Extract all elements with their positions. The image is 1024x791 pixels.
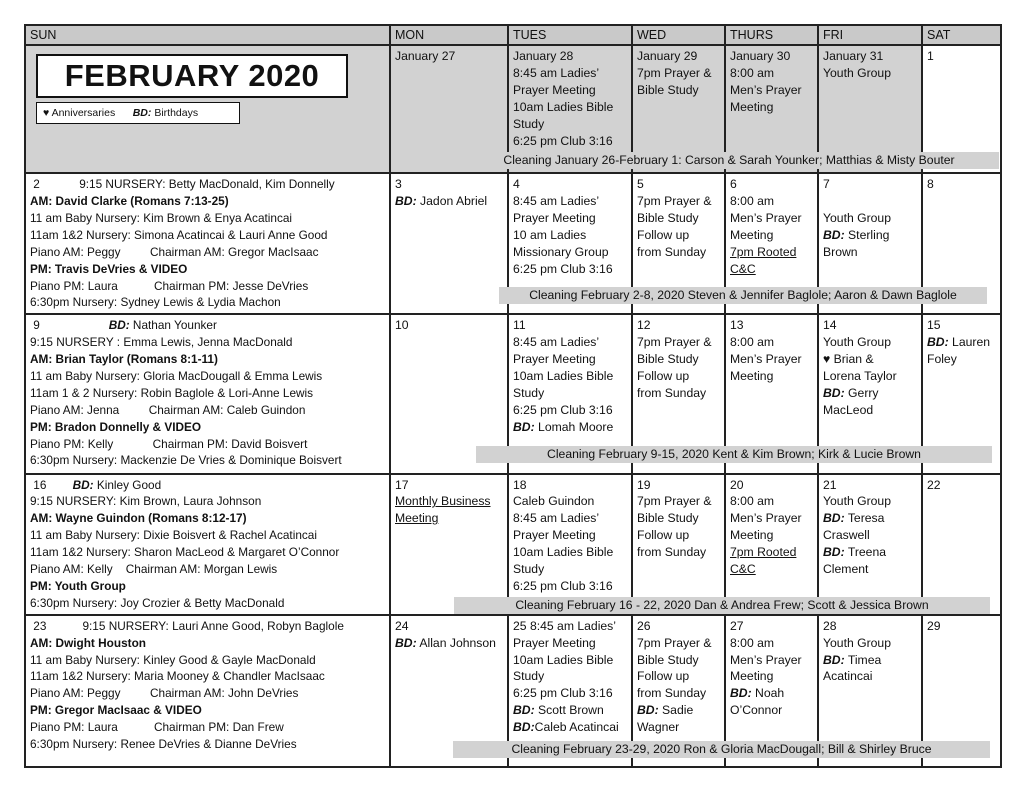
baby-nursery: 11 am Baby Nursery: Kim Brown & Enya Acatincai [30, 210, 293, 225]
sunday-line [30, 477, 386, 494]
weekday-header-row [25, 25, 1001, 45]
pm-preacher: PM: Bradon Donnelly & VIDEO [30, 419, 202, 434]
bd-label: BD: [823, 545, 845, 560]
day-number: 7 [823, 177, 830, 192]
header-mon: MON [390, 25, 508, 45]
day-number: 15 [927, 318, 941, 333]
rooted-link[interactable]: 7pm Rooted [730, 244, 797, 259]
bd-label: BD: [513, 419, 535, 434]
nursery-915: 9:15 NURSERY: Kim Brown, Laura Johnson [30, 494, 262, 509]
bd-label: BD: [730, 686, 752, 701]
day-cell-feb3 [390, 173, 508, 314]
piano-chair-pm [30, 278, 386, 295]
bd-label: BD: [72, 477, 94, 492]
nursery-1-2: 11am 1 & 2 Nursery: Robin Baglole & Lori-Anne Lewis [30, 385, 314, 400]
sunday-line [30, 176, 386, 193]
sunday-cell-feb16 [25, 474, 390, 615]
cc-link[interactable]: C&C [730, 261, 756, 276]
day-text: 5 7pm Prayer & Bible Study Follow up from Sunday [637, 177, 712, 259]
bd-label: BD: [395, 635, 417, 650]
header-fri: FRI [818, 25, 922, 45]
nursery-1-2: 11am 1&2 Nursery: Maria Mooney & Chandler MacIsaac [30, 669, 325, 684]
piano-am: Piano AM: Jenna [30, 402, 120, 417]
am-preacher: AM: Wayne Guindon (Romans 8:12-17) [30, 511, 247, 526]
day-text: January 30 8:00 am Men’s Prayer Meeting [730, 49, 802, 114]
sunday-line [30, 317, 386, 334]
header-thu: THURS [725, 25, 818, 45]
evening-nursery: 6:30pm Nursery: Mackenzie De Vries & Dominique Boisvert [30, 453, 342, 468]
day-text: January 31 Youth Group [823, 49, 891, 80]
bd-label: BD: [108, 318, 130, 333]
evening-nursery: 6:30pm Nursery: Sydney Lewis & Lydia Machon [30, 295, 281, 310]
birthday-name: Gerry MacLeod [823, 385, 879, 417]
day-text: 26 7pm Prayer & Bible Study Follow up from Sunday [637, 618, 712, 701]
nursery-1-2: 11am 1&2 Nursery: Simona Acatincai & Lauri Anne Good [30, 227, 328, 242]
day-text: 18 Caleb Guindon 8:45 am Ladies’ Prayer Meeting 10am Ladies Bible Study 6:25 pm Club 3:16 [513, 477, 614, 593]
month-title: FEBRUARY 2020 [36, 54, 348, 98]
day-number: 17 [395, 477, 409, 492]
sunday-cell-feb23 [25, 615, 390, 767]
legend-birthdays: Birthdays [154, 107, 199, 119]
sunday-cell-feb9 [25, 314, 390, 473]
header-sun: SUN [25, 25, 390, 45]
baby-nursery: 11 am Baby Nursery: Dixie Boisvert & Rachel Acatincai [30, 528, 317, 543]
chairman-am: Chairman AM: Morgan Lewis [125, 562, 278, 577]
day-text: 29 [927, 618, 941, 633]
chairman-pm: Chairman PM: Jesse DeVries [153, 278, 309, 293]
evening-nursery: 6:30pm Nursery: Joy Crozier & Betty MacDonald [30, 595, 285, 610]
nursery-915: 9:15 NURSERY: Betty MacDonald, Kim Donnelly [79, 177, 335, 192]
birthday-name: Jadon Abriel [416, 193, 488, 208]
am-preacher: AM: David Clarke (Romans 7:13-25) [30, 193, 229, 208]
legend-anniversaries: Anniversaries [51, 107, 116, 119]
am-preacher: AM: Brian Taylor (Romans 8:1-11) [30, 352, 218, 367]
calendar-grid [24, 24, 1002, 768]
evening-nursery: 6:30pm Nursery: Renee DeVries & Dianne DeVries [30, 737, 297, 752]
birthday-name: Noah O’Connor [730, 686, 785, 718]
piano-am: Piano AM: Peggy [30, 686, 121, 701]
header-tue: TUES [508, 25, 632, 45]
day-cell-feb17 [390, 474, 508, 615]
birthday-name: Teresa Craswell [823, 511, 885, 543]
bd-label: BD: [823, 511, 845, 526]
bd-label: BD: [513, 703, 535, 718]
day-text: 12 7pm Prayer & Bible Study Follow up from Sunday [637, 318, 712, 400]
day-cell-feb22 [922, 474, 1001, 615]
day-text: 20 8:00 am Men’s Prayer Meeting [730, 477, 802, 543]
nursery-915: 9:15 NURSERY: Lauri Anne Good, Robyn Baglole [82, 618, 344, 633]
bd-label: BD: [823, 227, 845, 242]
piano-pm: Piano PM: Laura [30, 278, 118, 293]
nursery-1-2: 11am 1&2 Nursery: Sharon MacLeod & Margaret O’Connor [30, 545, 340, 560]
nursery-915: 9:15 NURSERY : Emma Lewis, Jenna MacDonald [30, 335, 293, 350]
event-youth-group: Youth Group [823, 210, 891, 225]
cleaning-bar-week3: Cleaning February 16 - 22, 2020 Dan & Andrea Frew; Scott & Jessica Brown [454, 597, 990, 614]
header-wed: WED [632, 25, 725, 45]
day-number: 2 [33, 177, 40, 192]
header-sat: SAT [922, 25, 1001, 45]
cleaning-bar-week2: Cleaning February 9-15, 2020 Kent & Kim Brown; Kirk & Lucie Brown [476, 446, 992, 463]
pm-preacher: PM: Travis DeVries & VIDEO [30, 261, 188, 276]
chairman-am: Chairman AM: Gregor MacIsaac [150, 244, 319, 259]
pm-preacher: PM: Youth Group [30, 578, 126, 593]
birthday-name: Scott Brown [534, 703, 604, 718]
birthday-name: Kinley Good [93, 477, 162, 492]
birthday-name: Allan Johnson [416, 635, 496, 650]
day-cell-feb21 [818, 474, 922, 615]
legend-bd-label: BD: [132, 107, 152, 119]
bd-label: BD: [927, 335, 949, 350]
day-text: 6 8:00 am Men’s Prayer Meeting [730, 177, 802, 242]
baby-nursery: 11 am Baby Nursery: Gloria MacDougall & Emma Lewis [30, 368, 323, 383]
birthday-name: Caleb Acatincai [534, 720, 619, 735]
heart-icon: ♥ [43, 107, 50, 119]
day-text: January 29 7pm Prayer & Bible Study [637, 49, 712, 97]
cleaning-bar-week4: Cleaning February 23-29, 2020 Ron & Gloria MacDougall; Bill & Shirley Bruce [453, 741, 990, 758]
day-text: 10 [395, 318, 409, 333]
piano-chair-pm [30, 436, 386, 453]
piano-chair-am [30, 402, 386, 419]
day-text: January 27 [395, 49, 456, 63]
business-meeting-link-2[interactable]: Meeting [395, 511, 439, 526]
piano-pm: Piano PM: Kelly [30, 436, 114, 451]
piano-pm: Piano PM: Laura [30, 720, 118, 735]
day-text: January 28 8:45 am Ladies’ Prayer Meeting 10am Ladies Bible Study 6:25 pm Club 3:16 [513, 49, 614, 148]
day-cell-feb20 [725, 474, 818, 615]
birthday-name: Timea Acatincai [823, 652, 882, 684]
bd-label: BD: [823, 385, 845, 400]
piano-chair-pm [30, 719, 386, 736]
day-number: 9 [33, 318, 40, 333]
birthday-name: Treena Clement [823, 545, 887, 577]
piano-am: Piano AM: Peggy [30, 244, 121, 259]
birthday-name: Sadie Wagner [637, 703, 694, 735]
baby-nursery: 11 am Baby Nursery: Kinley Good & Gayle MacDonald [30, 652, 316, 667]
day-number: 16 [33, 477, 47, 492]
piano-chair-am [30, 685, 386, 702]
day-text: 19 7pm Prayer & Bible Study Follow up from Sunday [637, 477, 712, 560]
day-text: 4 8:45 am Ladies’ Prayer Meeting 10 am Ladies Missionary Group 6:25 pm Club 3:16 [513, 177, 613, 276]
day-text: 8 [927, 177, 934, 192]
piano-chair-am [30, 561, 386, 578]
cleaning-bar-week0: Cleaning January 26-February 1: Carson & Sarah Younker; Matthias & Misty Bouter [459, 152, 999, 169]
bd-label: BD: [513, 720, 535, 735]
pm-preacher: PM: Gregor MacIsaac & VIDEO [30, 703, 202, 718]
chairman-pm: Chairman PM: David Boisvert [152, 436, 308, 451]
legend [36, 102, 240, 124]
day-text: 27 8:00 am Men’s Prayer Meeting [730, 618, 802, 684]
rooted-link[interactable]: 7pm Rooted [730, 545, 797, 560]
birthday-name: Nathan Younker [129, 318, 217, 333]
day-text: 13 8:00 am Men’s Prayer Meeting [730, 318, 802, 383]
day-text: 28 Youth Group [823, 618, 891, 650]
week-row-3 [25, 474, 1001, 615]
sunday-cell-feb2 [25, 173, 390, 314]
sunday-line [30, 618, 386, 635]
birthday-name: Sterling Brown [823, 227, 890, 259]
am-preacher: AM: Dwight Houston [30, 635, 146, 650]
cc-link[interactable]: C&C [730, 562, 756, 577]
piano-am: Piano AM: Kelly [30, 562, 113, 577]
bd-label: BD: [395, 193, 417, 208]
day-number: 24 [395, 618, 409, 633]
chairman-am: Chairman AM: Caleb Guindon [148, 402, 306, 417]
title-cell [25, 45, 390, 173]
day-text: 11 8:45 am Ladies’ Prayer Meeting 10am Ladies Bible Study 6:25 pm Club 3:16 [513, 318, 614, 417]
birthday-name: Lauren Foley [927, 335, 991, 367]
chairman-pm: Chairman PM: Dan Frew [153, 720, 284, 735]
day-number: 23 [33, 618, 47, 633]
day-text: 22 [927, 477, 941, 492]
chairman-am: Chairman AM: John DeVries [150, 686, 299, 701]
piano-chair-am [30, 244, 386, 261]
bd-label: BD: [823, 652, 845, 667]
cleaning-bar-week1: Cleaning February 2-8, 2020 Steven & Jennifer Baglole; Aaron & Dawn Baglole [499, 287, 987, 304]
day-text: 21 Youth Group [823, 477, 891, 509]
bd-label: BD: [637, 703, 659, 718]
birthday-name: Lomah Moore [534, 419, 614, 434]
day-number: 3 [395, 177, 402, 192]
day-cell-feb18 [508, 474, 632, 615]
day-text: 1 [927, 49, 934, 63]
day-cell-feb19 [632, 474, 725, 615]
day-text: 25 8:45 am Ladies’ Prayer Meeting 10am Ladies Bible Study 6:25 pm Club 3:16 [513, 618, 616, 701]
business-meeting-link[interactable]: Monthly Business [395, 494, 491, 509]
day-text: 14 Youth Group ♥ Brian & Lorena Taylor [823, 318, 897, 383]
